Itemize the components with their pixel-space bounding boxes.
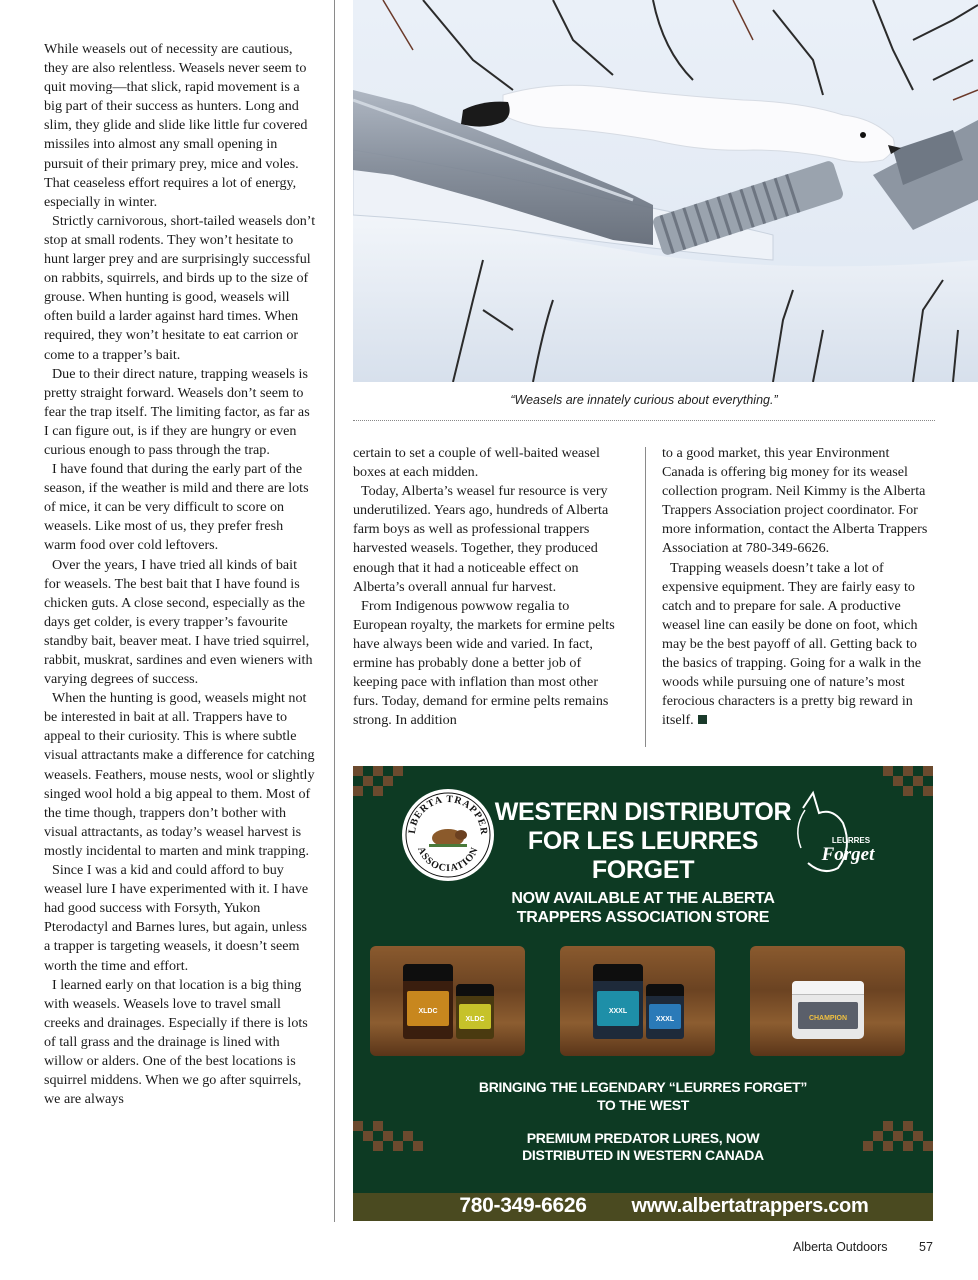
- checker-pattern-bottom-right: [863, 1121, 933, 1161]
- product-jar: [456, 984, 494, 1039]
- product-jar: [792, 981, 864, 1039]
- product-jar: [593, 964, 643, 1039]
- paragraph-text: Trapping weasels doesn’t take a lot of expensive equipment. They are fairly easy to catch and to prepare for sale. A productive weasel line can easily be done on foot, which may be the best payoff of all. Getting back to the basics of trapping. Going for a walk in the woods while pursuing one of nature’s most ferocious characters is a pretty big reward in itself.: [662, 559, 922, 729]
- product-jar: [403, 964, 453, 1039]
- logo-text-top: LBERTA TRAPPER: [406, 793, 490, 836]
- tagline-line-1: BRINGING THE LEGENDARY “LEURRES FORGET”: [478, 1079, 808, 1095]
- subhead-line-2: TRAPPERS ASSOCIATION STORE: [516, 909, 770, 926]
- article-column-middle: [353, 444, 623, 730]
- jar-label: XLDC: [465, 1015, 485, 1023]
- paragraph: While weasels out of necessity are cautious, they are also relentless. Weasels never seem to quit moving—that slick, rapid movement is a big part of their success as hunters. Long and slim, they glide and slide like little fur covered missiles into almost any small opening in pursuit of their primary prey, mice and voles. That ceaseless effort requires a lot of energy, especially in winter.: [44, 41, 308, 210]
- headline-line-1: WESTERN DISTRIBUTOR: [494, 798, 792, 826]
- ad-phone: 780-349-6626: [459, 1194, 587, 1217]
- paragraph: I learned early on that location is a big thing with weasels. Weasels love to travel small creeks and drainages. Especially if there is lots of tall grass and the drainage is lined with willow or alders. One of the best locations is squirrel middens. When we go after squirrels, we are always: [44, 976, 308, 1108]
- paragraph: When the hunting is good, weasels might not be interested in bait at all. Trappers have to appeal to their curiosity. This is where subtle visual attractants make a difference for catching weasels. Feathers, mouse nests, wool or slightly singed wool hold a big appeal to them. Most of the time though, trappers don’t bother with visual attractants, as today’s weasel harvest is mostly incidental to marten and mink trapping.: [44, 690, 315, 859]
- paragraph: Since I was a kid and could afford to buy weasel lure I have experimented with it. I have had good success with Forsyth, Yukon Pterodactyl and Barnes lures, but again, unless a trapper is targeting weasels, it doesn’t seem worth the time and effort.: [44, 862, 309, 974]
- ad-contact-bar: [353, 1193, 933, 1221]
- page-number: 57: [919, 1240, 933, 1254]
- jar-label: XLDC: [418, 1007, 438, 1015]
- logo-text-bottom: ASSOCIATION: [415, 845, 481, 875]
- subhead-line-1: NOW AVAILABLE AT THE ALBERTA: [511, 890, 775, 907]
- article-column-left: [44, 40, 316, 1109]
- brand-script-text: Forget: [821, 844, 875, 865]
- jar-label: CHAMPION: [808, 1014, 848, 1022]
- jar-label: XXXL: [608, 1007, 628, 1015]
- paragraph: certain to set a couple of well-baited weasel boxes at each midden.: [353, 445, 600, 481]
- headline-line-2: FOR LES LEURRES: [527, 827, 759, 855]
- paragraph: Over the years, I have tried all kinds of bait for weasels. The best bait that I have found is chicken guts. A close second, especially as the days get colder, is every trapper’s favourite standby bait, beaver meat. I have tried squirrel, rabbit, muskrat, sardines and even wieners with varying degrees of success.: [44, 556, 313, 688]
- paragraph: I have found that during the early part of the season, if the weather is mild and there are lots of mice, it can be very difficult to score on weasels. Like most of us, they prefer fresh warm food over cold leftovers.: [44, 461, 309, 554]
- tagline-line-3: PREMIUM PREDATOR LURES, NOW: [526, 1130, 760, 1146]
- column-divider: [645, 447, 646, 747]
- tagline-line-2: TO THE WEST: [596, 1097, 690, 1113]
- paragraph: Due to their direct nature, trapping weasels is pretty straight forward. Weasels don’t seem to fear the trap itself. The limiting factor, as far as I can figure out, is if they are hungry or even curious enough to pass through the trap.: [44, 365, 310, 458]
- paragraph: Today, Alberta’s weasel fur resource is very underutilized. Years ago, hundreds of Alberta farm boys as well as professional trappers harvested weasels. Together, they produced enough that it had a noticeable effect on Alberta’s overall annual fur harvest.: [353, 483, 609, 595]
- paragraph: to a good market, this year Environment Canada is offering big money for its weasel collection program. Neil Kimmy is the Alberta Trappers Association project coordinator. For more information, contact the Alberta Trappers Association at 780-349-6626.: [662, 445, 928, 557]
- paragraph: [662, 559, 934, 731]
- product-box-xldc: [370, 946, 525, 1056]
- product-box-champion: [750, 946, 905, 1056]
- paragraph: From Indigenous powwow regalia to European royalty, the markets for ermine pelts have always been wide and varied. In fact, ermine has probably done a better job of keeping pace with inflation than most other furs. Today, demand for ermine pelts remains strong. In addition: [353, 597, 615, 729]
- publication-name: Alberta Outdoors: [793, 1240, 888, 1254]
- headline-line-3: FORGET: [591, 856, 695, 884]
- product-jar: [646, 984, 684, 1039]
- dotted-divider: [353, 420, 935, 421]
- advertisement: [353, 766, 933, 1221]
- jar-label: XXXL: [655, 1015, 675, 1023]
- weasel-photo: [353, 0, 978, 382]
- ad-website-link[interactable]: www.albertatrappers.com: [631, 1195, 869, 1217]
- tagline-line-4: DISTRIBUTED IN WESTERN CANADA: [522, 1147, 764, 1163]
- end-of-article-mark: [698, 715, 707, 724]
- photo-caption: “Weasels are innately curious about everything.”: [510, 393, 778, 407]
- column-divider: [334, 0, 335, 1222]
- brand-small-text: LEURRES: [831, 836, 871, 845]
- product-box-xxxl: [560, 946, 715, 1056]
- checker-pattern-top-right: [873, 766, 933, 806]
- paragraph: Strictly carnivorous, short-tailed weasels don’t stop at small rodents. They won’t hesitate to hunt larger prey and are surprisingly successful on rabbits, squirrels, and birds up to the size of grouse. When hunting is good, weasels will often build a larder against hard times. When required, they won’t hesitate to eat carrion or come to a trapper’s bait.: [44, 212, 316, 363]
- article-column-right: [662, 444, 934, 730]
- alberta-trappers-association-logo: [401, 788, 495, 882]
